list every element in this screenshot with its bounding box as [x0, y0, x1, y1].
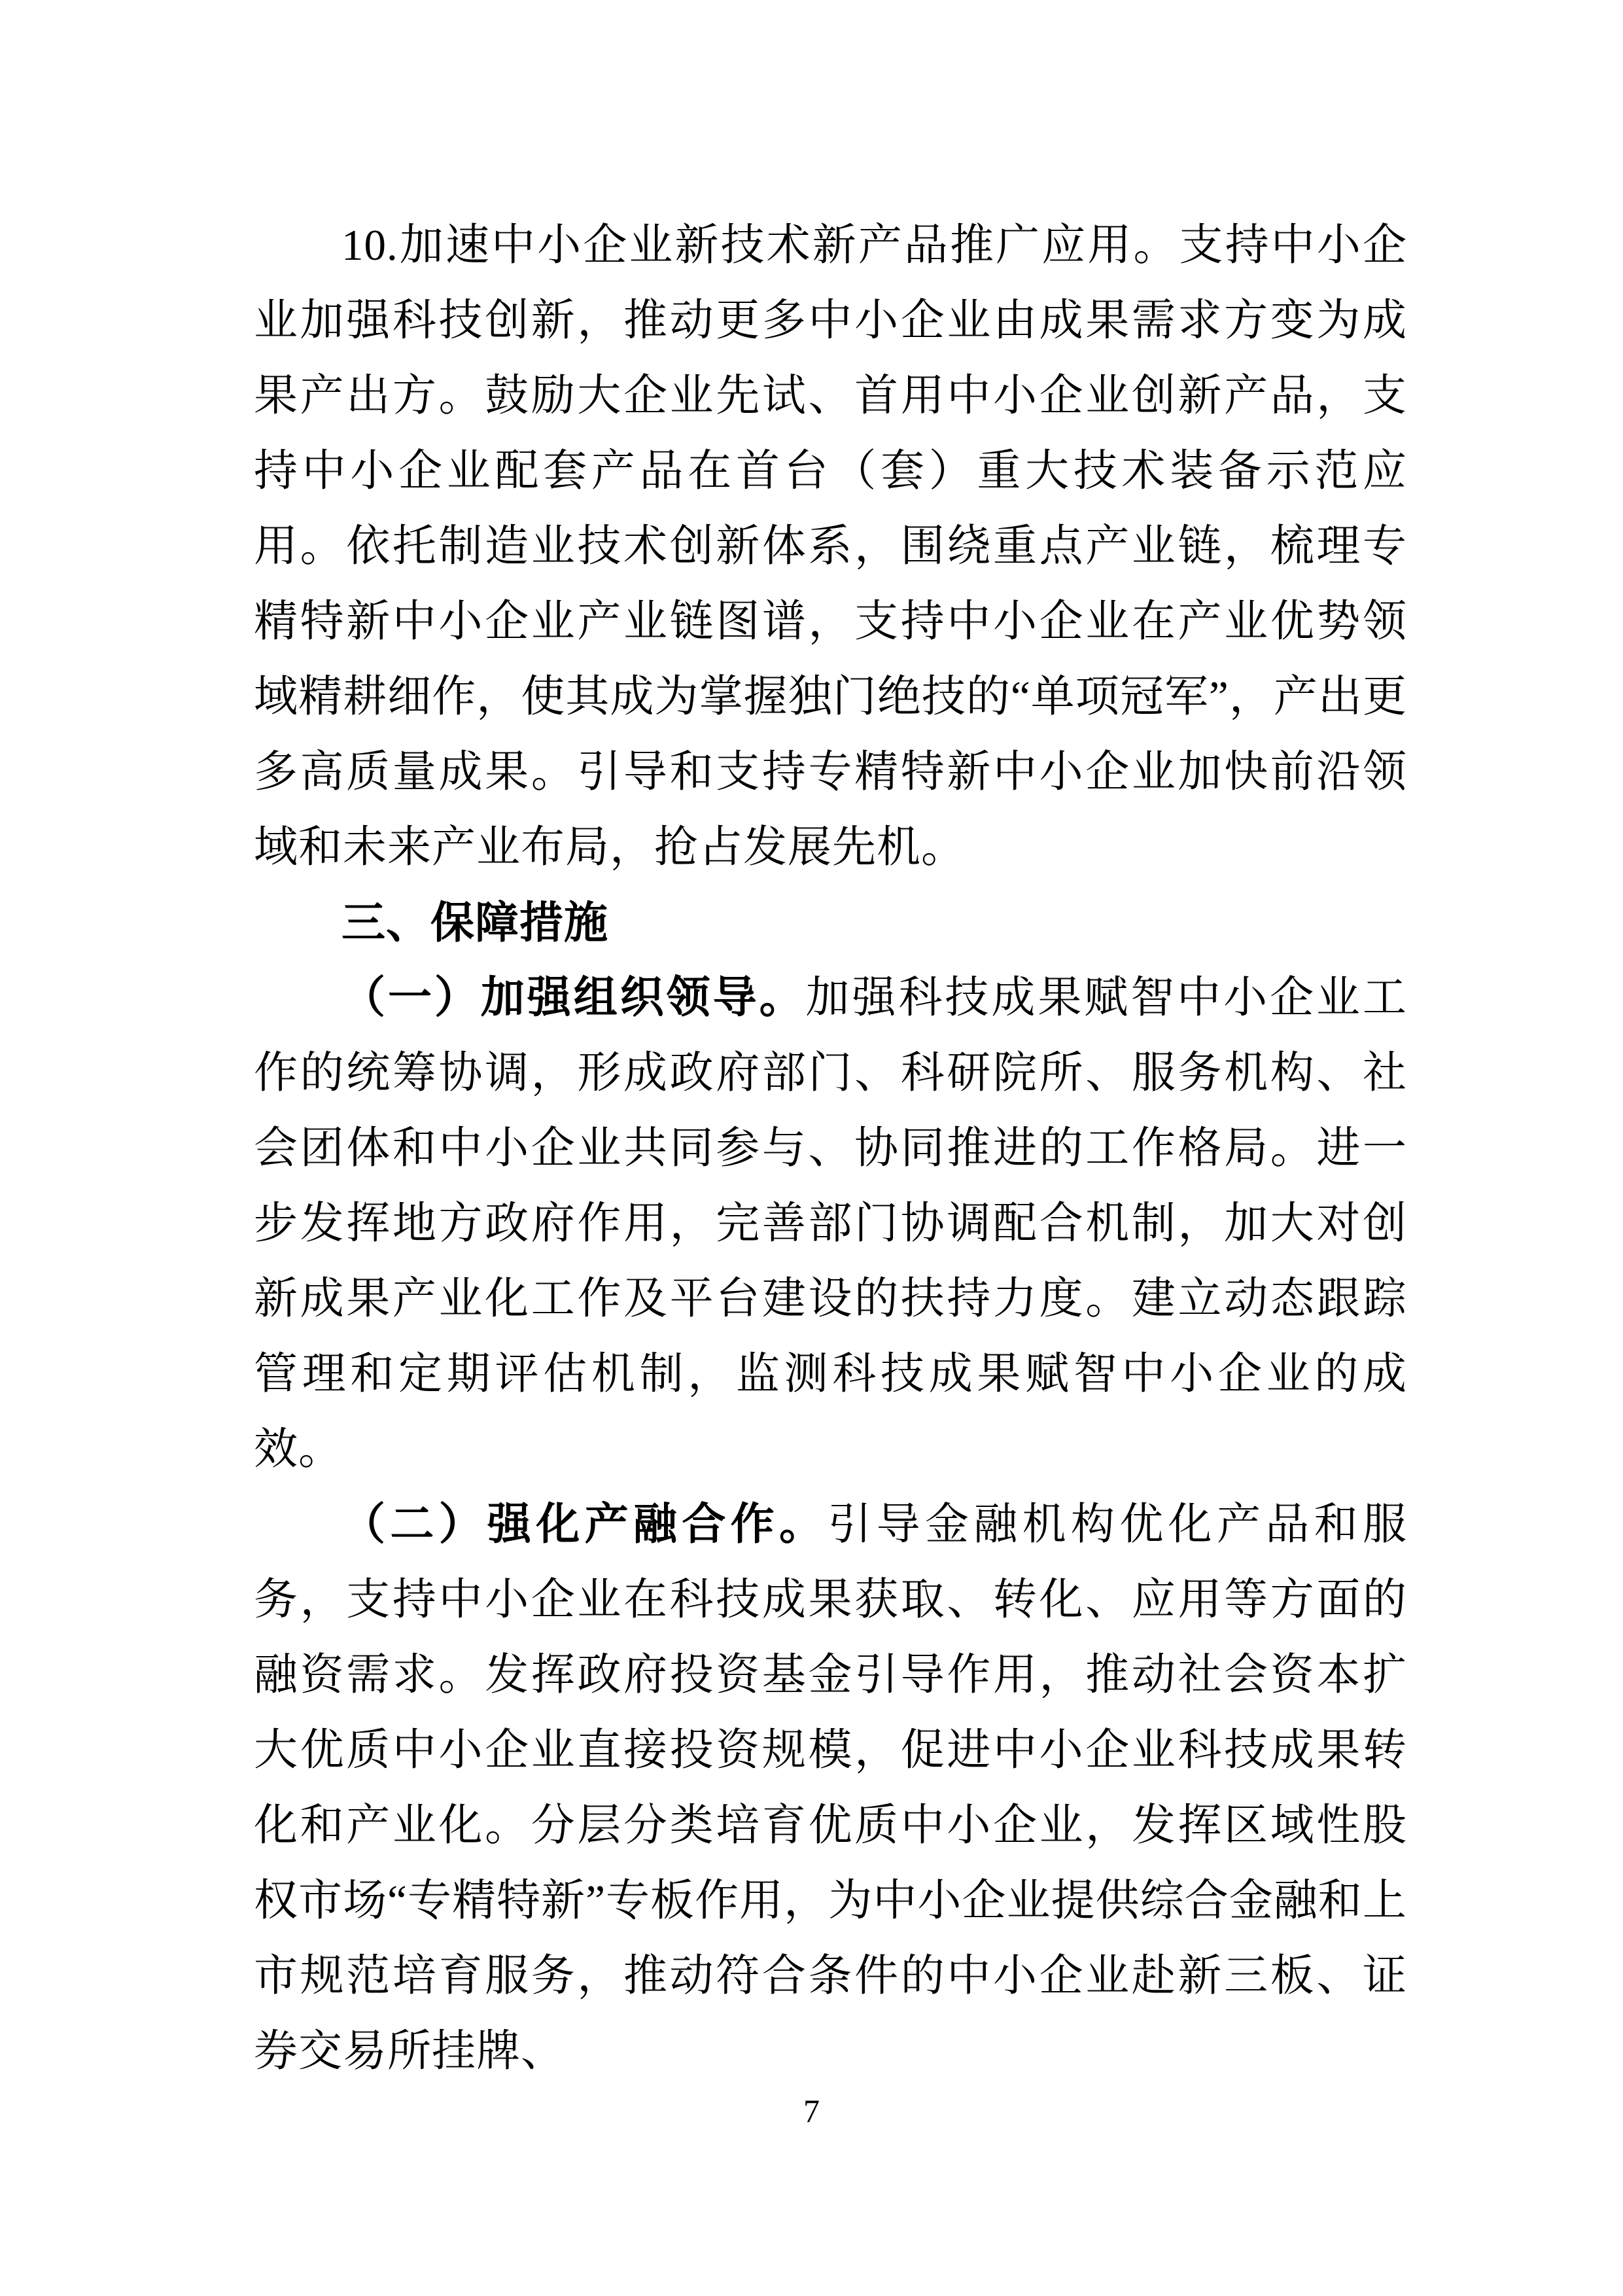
document-body: [254, 208, 1407, 2089]
page-number: 7: [803, 2093, 820, 2129]
paragraph-item1-text: 加强科技成果赋智中小企业工作的统筹协调，形成政府部门、科研院所、服务机构、社会团体和中小企业共同参与、协同推进的工作格局。进一步发挥地方政府作用，完善部门协调配合机制，加大对创新成果产业化工作及平台建设的扶持力度。建立动态跟踪管理和定期评估机制，监测科技成果赋智中小企业的成效。: [254, 974, 1408, 1474]
page-footer: [0, 2091, 1623, 2130]
section-heading-3: 三、保障措施: [341, 898, 608, 947]
paragraph-item2-lead: （二）强化产融合作。: [341, 1500, 828, 1549]
paragraph-item2: [254, 1487, 1407, 2089]
paragraph-item2-text: 引导金融机构优化产品和服务，支持中小企业在科技成果获取、转化、应用等方面的融资需求。发挥政府投资基金引导作用，推动社会资本扩大优质中小企业直接投资规模，促进中小企业科技成果转化和产业化。分层分类培育优质中小企业，发挥区域性股权市场“专精特新”专板作用，为中小企业提供综合金融和上市规范培育服务，推动符合条件的中小企业赴新三板、证券交易所挂牌、: [254, 1500, 1408, 2075]
paragraph-section10: 10.加速中小企业新技术新产品推广应用。支持中小企业加强科技创新，推动更多中小企业由成果需求方变为成果产出方。鼓励大企业先试、首用中小企业创新产品，支持中小企业配套产品在首台（套）重大技术装备示范应用。依托制造业技术创新体系，围绕重点产业链，梳理专精特新中小企业产业链图谱，支持中小企业在产业优势领域精耕细作，使其成为掌握独门绝技的“单项冠军”，产出更多高质量成果。引导和支持专精特新中小企业加快前沿领域和未来产业布局，抢占发展先机。: [254, 221, 1407, 872]
paragraph-item1-lead: （一）加强组织领导。: [341, 974, 806, 1022]
paragraph-item1: [254, 961, 1407, 1487]
